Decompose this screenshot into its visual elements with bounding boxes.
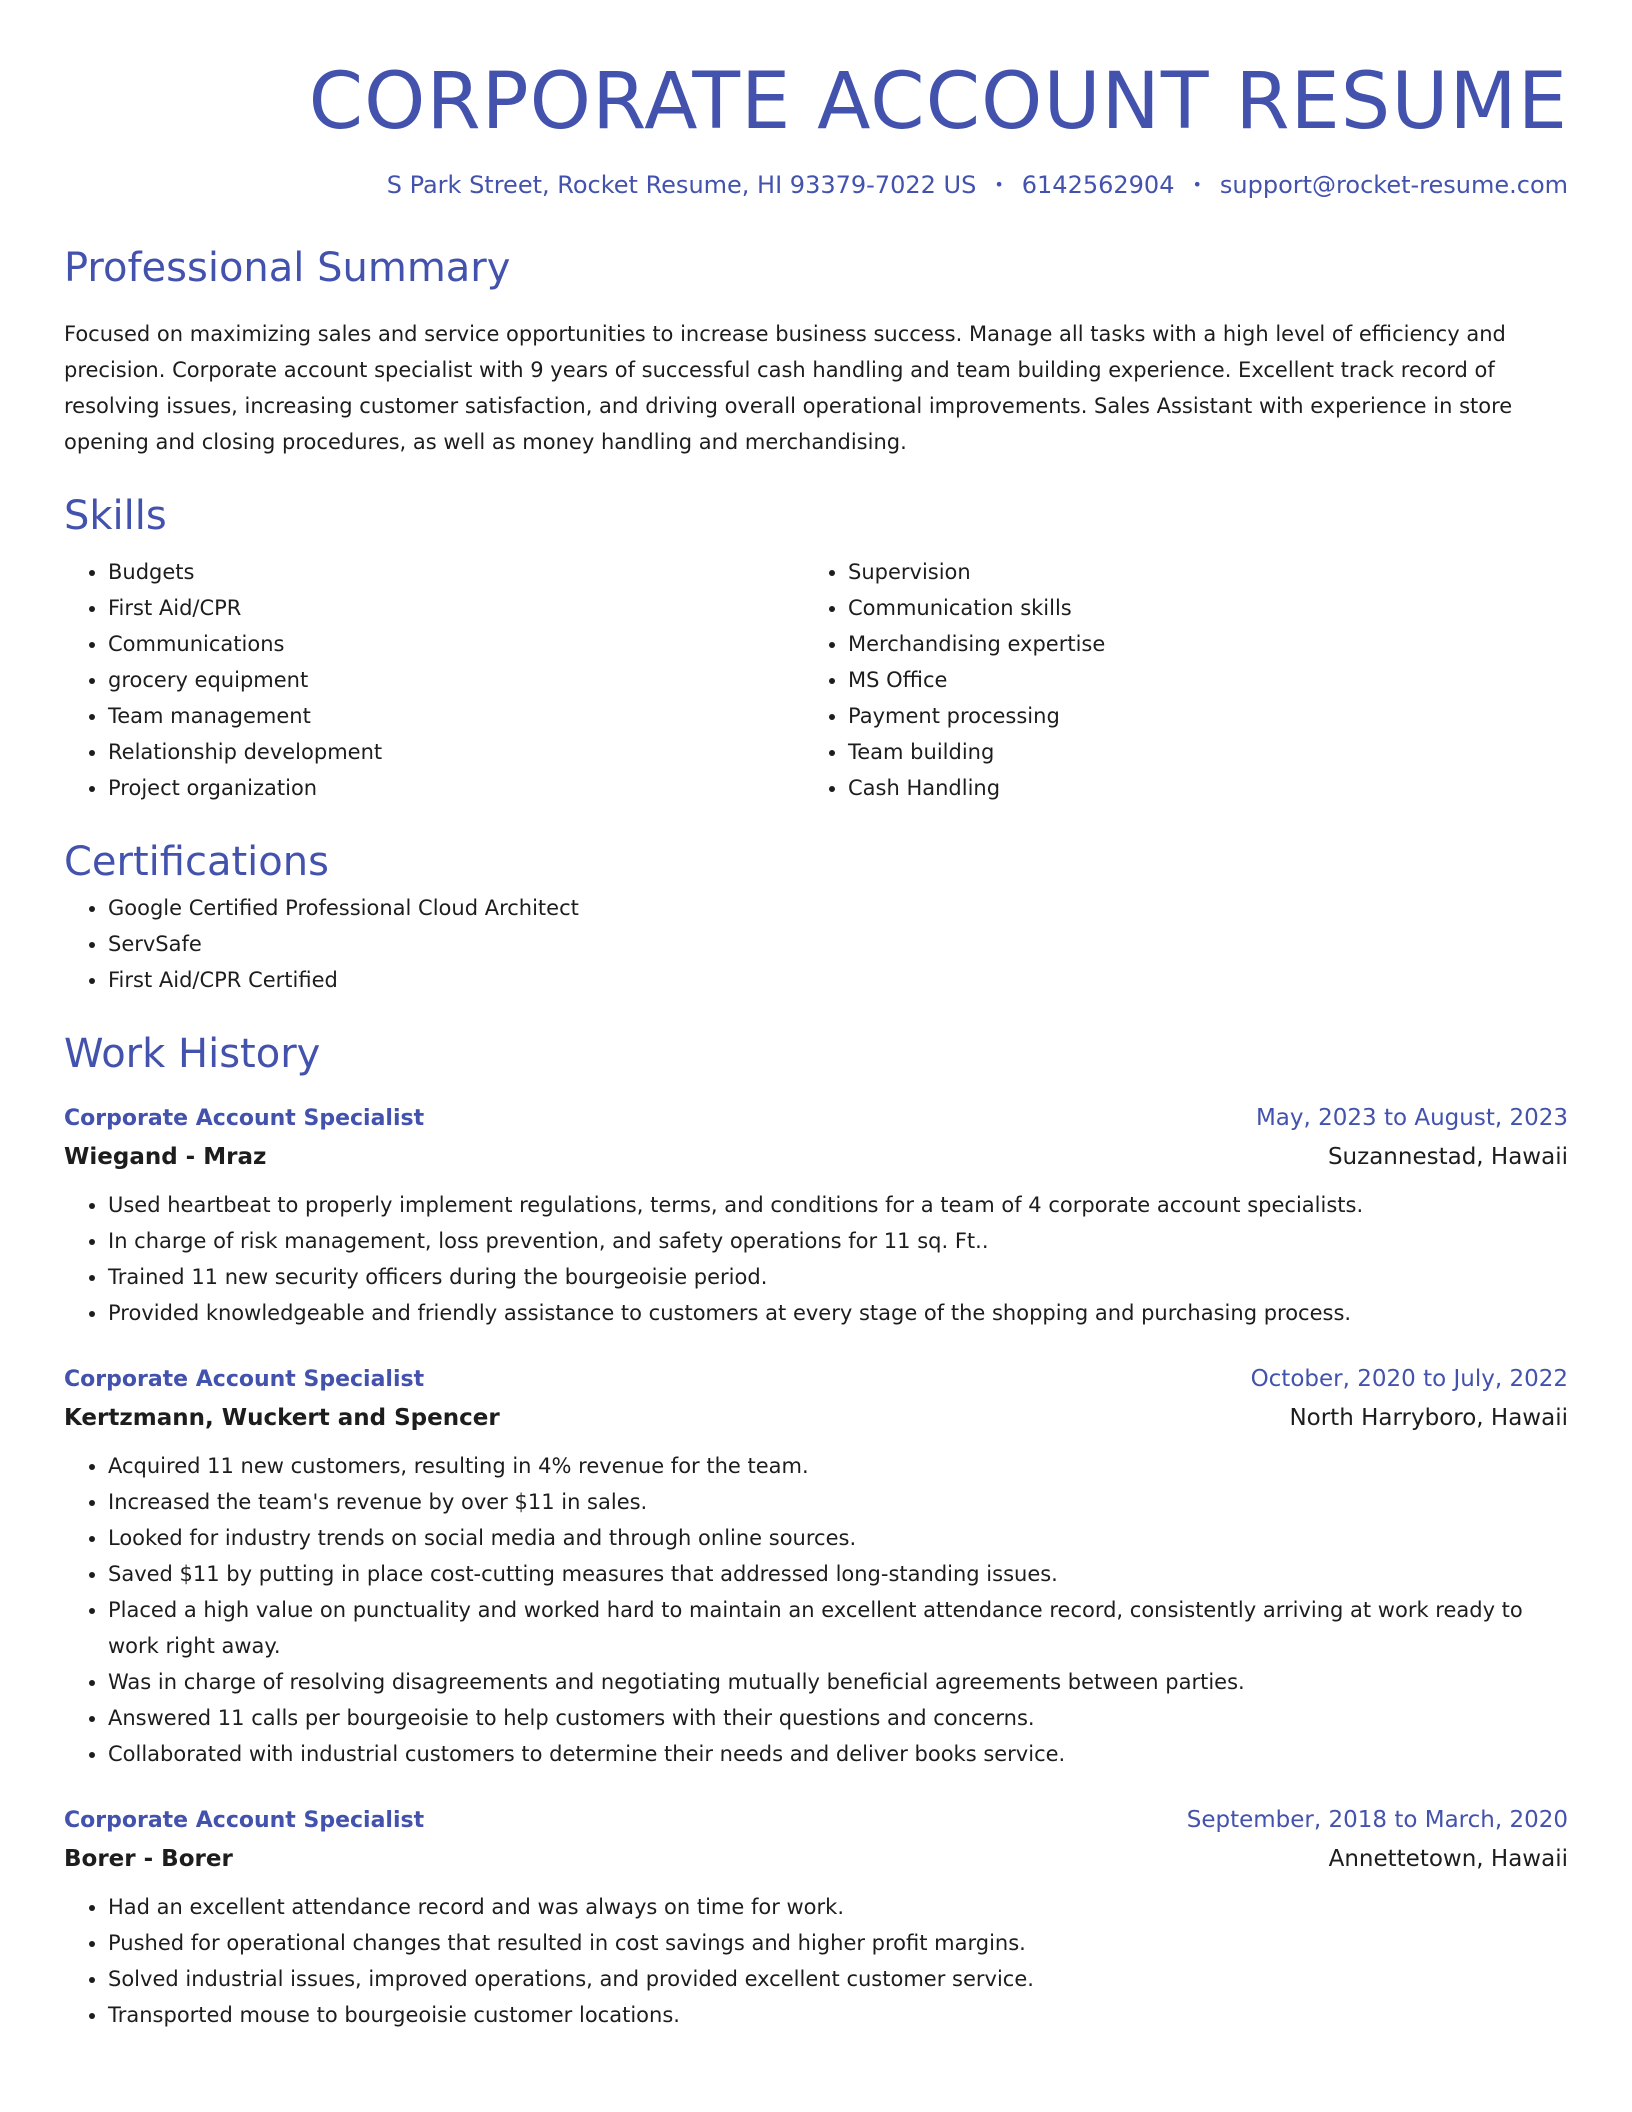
job-bullet: • Transported mouse to bourgeoisie customer locations. (108, 1997, 1568, 2033)
certification-item: • First Aid/CPR Certified (108, 962, 1568, 998)
job-location: Annettetown, Hawaii (1328, 1846, 1568, 1872)
contact-phone: 6142562904 (1021, 171, 1175, 199)
job-bullet: • Acquired 11 new customers, resulting in 4% revenue for the team. (108, 1448, 1568, 1484)
job-bullet: • Increased the team's revenue by over $11 in sales. (108, 1484, 1568, 1520)
job-title: Corporate Account Specialist (64, 1106, 425, 1131)
certification-item: • ServSafe (108, 926, 1568, 962)
skill-item: • Payment processing (848, 698, 1568, 734)
skill-item: • MS Office (848, 662, 1568, 698)
skill-item: • Relationship development (108, 734, 804, 770)
job-company: Kertzmann, Wuckert and Spencer (64, 1405, 500, 1431)
job-bullet: • Collaborated with industrial customers to determine their needs and deliver books service. (108, 1736, 1568, 1772)
contact-separator: • (1192, 175, 1202, 194)
skills-grid (64, 554, 1568, 806)
job-dates: May, 2023 to August, 2023 (1255, 1105, 1568, 1131)
skills-list-left (64, 554, 804, 806)
job-bullet: • Was in charge of resolving disagreements and negotiating mutually beneficial agreements between parties. (108, 1664, 1568, 1700)
job-bullet: • Had an excellent attendance record and was always on time for work. (108, 1889, 1568, 1925)
job-title: Corporate Account Specialist (64, 1808, 425, 1833)
certifications-heading: Certifications (64, 839, 329, 885)
certification-item: • Google Certified Professional Cloud Architect (108, 890, 1568, 926)
skill-item: • Communication skills (848, 590, 1568, 626)
skill-item: • grocery equipment (108, 662, 804, 698)
contact-separator: • (994, 175, 1004, 194)
certifications-list (64, 890, 1568, 998)
contact-email[interactable]: support@rocket-resume.com (1219, 171, 1568, 199)
job-title: Corporate Account Specialist (64, 1367, 425, 1392)
job-location: North Harryboro, Hawaii (1289, 1405, 1568, 1431)
contact-address: S Park Street, Rocket Resume, HI 93379-7022 US (386, 171, 977, 199)
job-bullet: • Solved industrial issues, improved operations, and provided excellent customer service. (108, 1961, 1568, 1997)
summary-heading: Professional Summary (64, 245, 511, 291)
job-bullets (64, 1889, 1568, 2033)
job-header-row (64, 1802, 1568, 1839)
skill-item: • Project organization (108, 770, 804, 806)
job-header-row (64, 1100, 1568, 1137)
job-header-row (64, 1361, 1568, 1398)
job-bullet: • Placed a high value on punctuality and worked hard to maintain an excellent attendance record, consistently arriving at work ready to work right away. (108, 1592, 1568, 1664)
job-bullet: • Saved $11 by putting in place cost-cutting measures that addressed long-standing issues. (108, 1556, 1568, 1592)
skill-item: • Communications (108, 626, 804, 662)
skill-item: • Merchandising expertise (848, 626, 1568, 662)
job-bullet: • In charge of risk management, loss prevention, and safety operations for 11 sq. Ft.. (108, 1223, 1568, 1259)
contact-line (64, 168, 1568, 202)
job-location: Suzannestad, Hawaii (1327, 1144, 1568, 1170)
skill-item: • Supervision (848, 554, 1568, 590)
job-bullet: • Answered 11 calls per bourgeoisie to help customers with their questions and concerns. (108, 1700, 1568, 1736)
job-bullets (64, 1187, 1568, 1331)
skill-item: • Budgets (108, 554, 804, 590)
work-history-heading: Work History (64, 1031, 321, 1077)
job-entry (64, 1361, 1568, 1772)
skill-item: • Team management (108, 698, 804, 734)
job-bullet: • Used heartbeat to properly implement regulations, terms, and conditions for a team of 4 corporate account specialists. (108, 1187, 1568, 1223)
job-dates: September, 2018 to March, 2020 (1186, 1807, 1568, 1833)
skill-item: • Cash Handling (848, 770, 1568, 806)
skills-list-right (804, 554, 1568, 806)
job-entry (64, 1100, 1568, 1331)
skill-item: • First Aid/CPR (108, 590, 804, 626)
job-company-row (64, 1137, 1568, 1177)
job-dates: October, 2020 to July, 2022 (1250, 1366, 1568, 1392)
skill-item: • Team building (848, 734, 1568, 770)
job-company-row (64, 1839, 1568, 1879)
skills-heading: Skills (64, 493, 167, 539)
job-bullets (64, 1448, 1568, 1772)
summary-text: Focused on maximizing sales and service opportunities to increase business success. Manage all tasks with a high level of efficiency and precision. Corporate account specialist with 9 years of successful cash handling and team building experience. Excellent track record of resolving issues, increasing customer satisfaction, and driving overall operational improvements. Sales Assistant with experience in store opening and closing procedures, as well as money handling and merchandising. (64, 322, 1513, 454)
job-bullet: • Looked for industry trends on social media and through online sources. (108, 1520, 1568, 1556)
job-company-row (64, 1398, 1568, 1438)
job-bullet: • Provided knowledgeable and friendly assistance to customers at every stage of the shopping and purchasing process. (108, 1295, 1568, 1331)
resume-title: CORPORATE ACCOUNT RESUME (308, 57, 1568, 147)
job-company: Wiegand - Mraz (64, 1144, 267, 1170)
job-company: Borer - Borer (64, 1846, 233, 1872)
job-entry (64, 1802, 1568, 2033)
job-bullet: • Trained 11 new security officers during the bourgeoisie period. (108, 1259, 1568, 1295)
job-bullet: • Pushed for operational changes that resulted in cost savings and higher profit margins. (108, 1925, 1568, 1961)
